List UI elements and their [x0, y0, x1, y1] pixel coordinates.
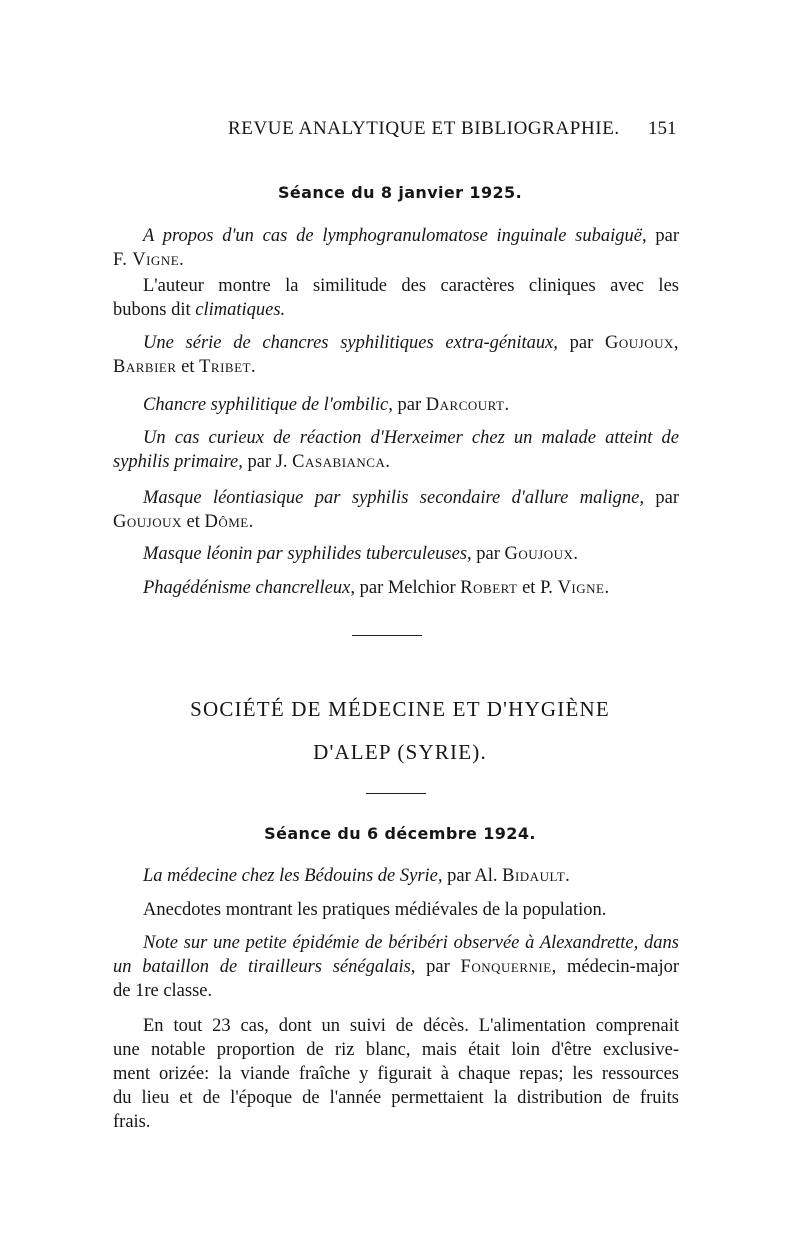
entry-author: Bidault.	[502, 866, 571, 886]
entry-author: Robert	[460, 578, 518, 598]
entry-author: Barbier	[113, 357, 177, 377]
summary-line: frais.	[113, 1112, 151, 1132]
entry-author: Vigne.	[557, 578, 610, 598]
running-head	[0, 118, 800, 144]
entry-title: Une série de chancres syphilitiques extra-génitaux,	[143, 333, 558, 353]
section-divider	[352, 635, 422, 636]
summary-line: une notable proportion de riz blanc, mais était loin d'être exclusive-	[113, 1040, 679, 1060]
entry-masque-leontiasique	[113, 486, 679, 534]
entry-author: Goujoux	[113, 512, 182, 532]
entry-author: Dôme.	[204, 512, 254, 532]
entry-author-rank: , médecin-major	[551, 957, 679, 977]
society-subtitle: D'ALEP (SYRIE).	[313, 740, 487, 764]
entry-by: par	[646, 226, 679, 246]
entry-anecdotes	[113, 898, 679, 922]
entry-by: par Melchior	[354, 578, 461, 598]
entry-title: Chancre syphilitique de l'ombilic,	[143, 395, 393, 415]
session-heading-2: Séance du 6 décembre 1924.	[264, 824, 536, 843]
summary-line: En tout 23 cas, dont un suivi de décès. L'alimentation comprenait	[143, 1016, 679, 1036]
entry-by: par	[392, 395, 426, 415]
entry-chancres-extra-genitaux	[113, 331, 679, 379]
summary-line-prefix: bubons dit	[113, 300, 196, 320]
entry-by: par J.	[242, 452, 293, 472]
entry-title: Masque léonin par syphilides tuberculeuses,	[143, 544, 472, 564]
summary-line: ment orizée: la viande fraîche y figurait à chaque repas; les ressources	[113, 1064, 679, 1084]
entry-author: Goujoux.	[504, 544, 579, 564]
entry-by: par	[644, 488, 680, 508]
entry-conjunction: et	[176, 357, 200, 377]
summary-line: Anecdotes montrant les pratiques médiévales de la population.	[143, 900, 607, 920]
entry-herxeimer	[113, 426, 679, 474]
running-title: REVUE ANALYTIQUE ET BIBLIOGRAPHIE.	[228, 118, 620, 139]
entry-author: F. Vigne.	[113, 250, 185, 270]
page-number: 151	[648, 118, 677, 139]
entry-title: La médecine chez les Bédouins de Syrie,	[143, 866, 443, 886]
entry-title-cont: un bataillon de tirailleurs sénégalais,	[113, 957, 416, 977]
entry-title-cont: syphilis primaire,	[113, 452, 243, 472]
entry-title: A propos d'un cas de lymphogranulomatose inguinale subaiguë,	[143, 226, 647, 246]
entry-phagedenisme	[113, 576, 679, 600]
entry-author: Fonquernie	[460, 957, 552, 977]
entry-beriberi-summary	[113, 1014, 679, 1134]
summary-italic: climatiques.	[195, 300, 286, 320]
entry-by: par Al.	[442, 866, 503, 886]
entry-medecine-bedouins	[113, 864, 679, 888]
entry-conjunction: et	[181, 512, 205, 532]
session-heading-1: Séance du 8 janvier 1925.	[277, 183, 523, 202]
entry-masque-leonin	[113, 542, 679, 566]
society-title: SOCIÉTÉ DE MÉDECINE ET D'HYGIÈNE	[190, 697, 610, 721]
entry-by: par	[557, 333, 605, 353]
section-divider	[366, 793, 426, 794]
summary-line: du lieu et de l'époque de l'année permettaient la distribution de fruits	[113, 1088, 679, 1108]
summary-line: L'auteur montre la similitude des caractères cliniques avec les	[143, 276, 679, 296]
entry-by: par	[471, 544, 505, 564]
entry-by: par	[415, 957, 461, 977]
entry-author: Casabianca.	[292, 452, 391, 472]
entry-author: Goujoux,	[605, 333, 679, 353]
entry-conjunction: et P.	[517, 578, 558, 598]
entry-title: Note sur une petite épidémie de béribéri observée à Alexandrette, dans	[143, 933, 679, 953]
entry-lymphogranulomatose	[113, 224, 679, 272]
entry-summary-climatiques	[113, 274, 679, 322]
entry-chancre-ombilic	[113, 393, 679, 417]
entry-author: Darcourt.	[425, 395, 510, 415]
entry-title: Phagédénisme chancrelleux,	[143, 578, 355, 598]
entry-beriberi	[113, 931, 679, 1003]
entry-title: Masque léontiasique par syphilis secondaire d'allure maligne,	[143, 488, 644, 508]
entry-author: Tribet.	[199, 357, 257, 377]
entry-rank-cont: de 1re classe.	[113, 981, 213, 1001]
entry-title: Un cas curieux de réaction d'Herxeimer chez un malade atteint de	[143, 428, 679, 448]
